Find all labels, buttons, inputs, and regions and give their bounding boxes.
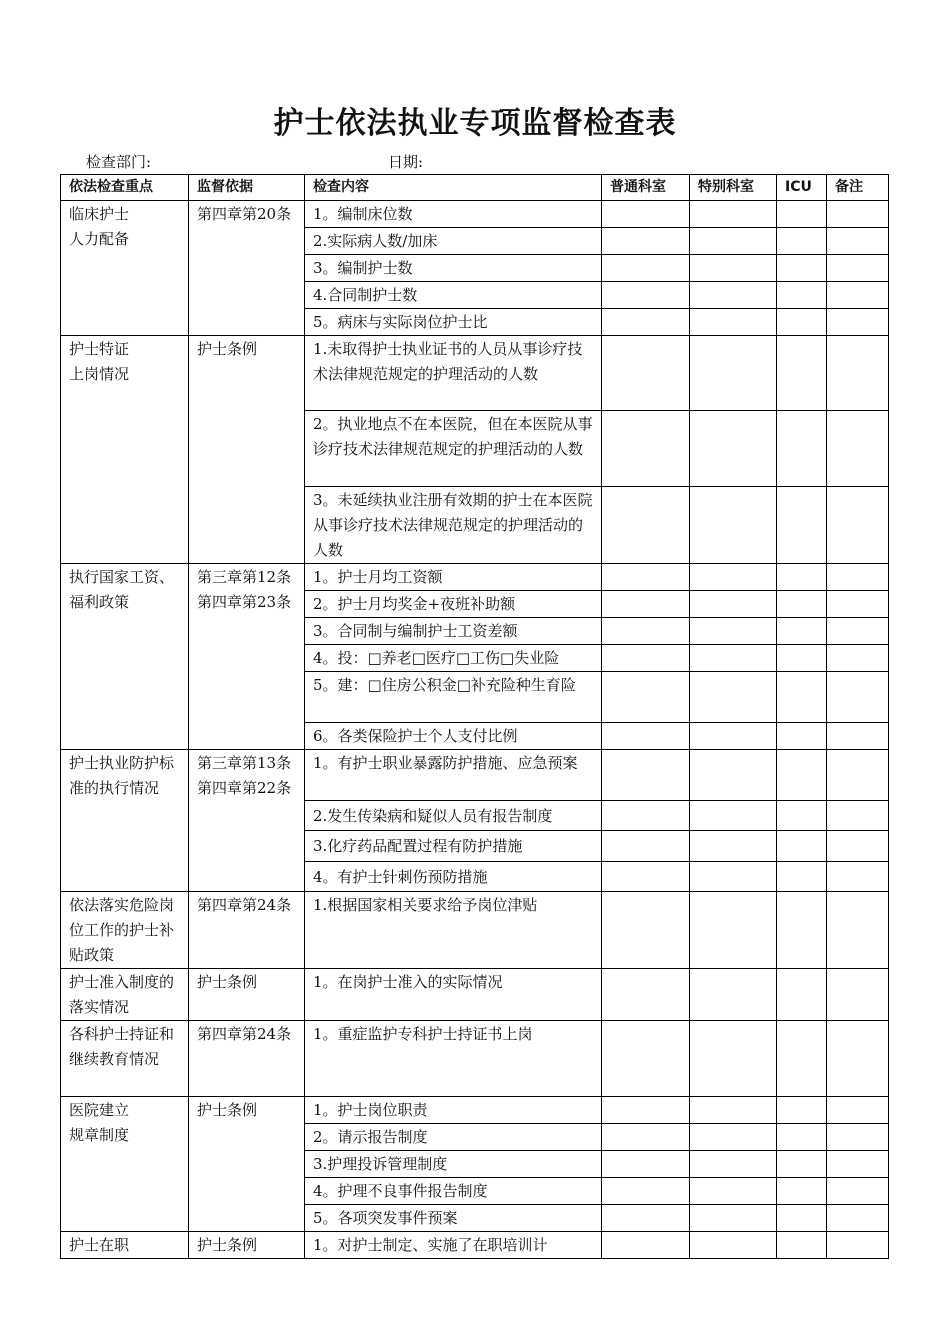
- icu-cell[interactable]: [777, 411, 827, 487]
- general-dept-cell[interactable]: [602, 1021, 690, 1097]
- content-cell: 3.化疗药品配置过程有防护措施: [305, 831, 602, 862]
- icu-cell[interactable]: [777, 1151, 827, 1178]
- content-cell: 3。编制护士数: [305, 255, 602, 282]
- basis-cell: 护士条例: [189, 969, 305, 1021]
- remarks-cell[interactable]: [827, 1232, 889, 1259]
- general-dept-cell[interactable]: [602, 1097, 690, 1124]
- content-cell: 4.合同制护士数: [305, 282, 602, 309]
- general-dept-cell[interactable]: [602, 750, 690, 801]
- general-dept-cell[interactable]: [602, 1178, 690, 1205]
- special-dept-cell[interactable]: [690, 201, 777, 228]
- icu-cell[interactable]: [777, 255, 827, 282]
- special-dept-cell[interactable]: [690, 1124, 777, 1151]
- focus-cell: 依法落实危险岗位工作的护士补贴政策: [61, 892, 189, 969]
- focus-cell: 护士特证 上岗情况: [61, 336, 189, 564]
- special-dept-cell[interactable]: [690, 831, 777, 862]
- icu-cell[interactable]: [777, 1232, 827, 1259]
- header-content: 检查内容: [305, 175, 602, 201]
- content-cell: 4。有护士针刺伤预防措施: [305, 862, 602, 892]
- remarks-cell[interactable]: [827, 672, 889, 723]
- general-dept-cell[interactable]: [602, 487, 690, 564]
- basis-cell: 护士条例: [189, 1097, 305, 1232]
- content-cell: 5。各项突发事件预案: [305, 1205, 602, 1232]
- content-cell: 3.护理投诉管理制度: [305, 1151, 602, 1178]
- icu-cell[interactable]: [777, 862, 827, 892]
- remarks-cell[interactable]: [827, 201, 889, 228]
- remarks-cell[interactable]: [827, 723, 889, 750]
- special-dept-cell[interactable]: [690, 591, 777, 618]
- special-dept-cell[interactable]: [690, 969, 777, 1021]
- remarks-cell[interactable]: [827, 487, 889, 564]
- content-cell: 1。有护士职业暴露防护措施、应急预案: [305, 750, 602, 801]
- basis-cell: 第三章第13条第四章第22条: [189, 750, 305, 892]
- basis-cell: 第三章第12条第四章第23条: [189, 564, 305, 750]
- icu-cell[interactable]: [777, 228, 827, 255]
- content-cell: 1。护士岗位职责: [305, 1097, 602, 1124]
- icu-cell[interactable]: [777, 1205, 827, 1232]
- focus-cell: 临床护士 人力配备: [61, 201, 189, 336]
- general-dept-cell[interactable]: [602, 618, 690, 645]
- content-cell: 2。执业地点不在本医院，但在本医院从事诊疗技术法律规范规定的护理活动的人数: [305, 411, 602, 487]
- content-cell: 1.根据国家相关要求给予岗位津贴: [305, 892, 602, 969]
- special-dept-cell[interactable]: [690, 411, 777, 487]
- content-cell: 1。重症监护专科护士持证书上岗: [305, 1021, 602, 1097]
- table-row: [61, 969, 889, 1021]
- icu-cell[interactable]: [777, 1097, 827, 1124]
- table-row: [61, 336, 889, 411]
- general-dept-cell[interactable]: [602, 336, 690, 411]
- general-dept-cell[interactable]: [602, 564, 690, 591]
- special-dept-cell[interactable]: [690, 255, 777, 282]
- table-row: [61, 201, 889, 228]
- general-dept-cell[interactable]: [602, 969, 690, 1021]
- date-label: 日期:: [388, 153, 424, 171]
- general-dept-cell[interactable]: [602, 862, 690, 892]
- remarks-cell[interactable]: [827, 1205, 889, 1232]
- special-dept-cell[interactable]: [690, 645, 777, 672]
- icu-cell[interactable]: [777, 645, 827, 672]
- icu-cell[interactable]: [777, 892, 827, 969]
- header-focus: 依法检查重点: [61, 175, 189, 201]
- icu-cell[interactable]: [777, 201, 827, 228]
- icu-cell[interactable]: [777, 723, 827, 750]
- special-dept-cell[interactable]: [690, 309, 777, 336]
- focus-cell: 护士在职: [61, 1232, 189, 1259]
- icu-cell[interactable]: [777, 831, 827, 862]
- content-cell: 1.未取得护士执业证书的人员从事诊疗技术法律规范规定的护理活动的人数: [305, 336, 602, 411]
- remarks-cell[interactable]: [827, 1151, 889, 1178]
- table-row: [61, 564, 889, 591]
- content-cell: 3。合同制与编制护士工资差额: [305, 618, 602, 645]
- icu-cell[interactable]: [777, 969, 827, 1021]
- general-dept-cell[interactable]: [602, 1124, 690, 1151]
- content-cell: 2。请示报告制度: [305, 1124, 602, 1151]
- basis-cell: 护士条例: [189, 336, 305, 564]
- icu-cell[interactable]: [777, 801, 827, 831]
- icu-cell[interactable]: [777, 591, 827, 618]
- special-dept-cell[interactable]: [690, 1232, 777, 1259]
- remarks-cell[interactable]: [827, 228, 889, 255]
- header-general-dept: 普通科室: [602, 175, 690, 201]
- remarks-cell[interactable]: [827, 564, 889, 591]
- icu-cell[interactable]: [777, 564, 827, 591]
- general-dept-cell[interactable]: [602, 645, 690, 672]
- header-basis: 监督依据: [189, 175, 305, 201]
- content-cell: 4。投：□养老□医疗□工伤□失业险: [305, 645, 602, 672]
- general-dept-cell[interactable]: [602, 672, 690, 723]
- content-cell: 3。未延续执业注册有效期的护士在本医院从事诊疗技术法律规范规定的护理活动的人数: [305, 487, 602, 564]
- remarks-cell[interactable]: [827, 969, 889, 1021]
- special-dept-cell[interactable]: [690, 228, 777, 255]
- header-special-dept: 特别科室: [690, 175, 777, 201]
- table-row: [61, 750, 889, 801]
- basis-cell: 第四章第24条: [189, 892, 305, 969]
- content-cell: 2.发生传染病和疑似人员有报告制度: [305, 801, 602, 831]
- remarks-cell[interactable]: [827, 336, 889, 411]
- focus-cell: 护士执业防护标准的执行情况: [61, 750, 189, 892]
- special-dept-cell[interactable]: [690, 862, 777, 892]
- focus-cell: 执行国家工资、福利政策: [61, 564, 189, 750]
- icu-cell[interactable]: [777, 1178, 827, 1205]
- general-dept-cell[interactable]: [602, 1232, 690, 1259]
- remarks-cell[interactable]: [827, 255, 889, 282]
- content-cell: 1。在岗护士准入的实际情况: [305, 969, 602, 1021]
- icu-cell[interactable]: [777, 750, 827, 801]
- icu-cell[interactable]: [777, 672, 827, 723]
- content-cell: 6。各类保险护士个人支付比例: [305, 723, 602, 750]
- table-row: [61, 892, 889, 969]
- remarks-cell[interactable]: [827, 892, 889, 969]
- basis-cell: 第四章第24条: [189, 1021, 305, 1097]
- remarks-cell[interactable]: [827, 618, 889, 645]
- general-dept-cell[interactable]: [602, 228, 690, 255]
- general-dept-cell[interactable]: [602, 892, 690, 969]
- special-dept-cell[interactable]: [690, 892, 777, 969]
- special-dept-cell[interactable]: [690, 487, 777, 564]
- special-dept-cell[interactable]: [690, 1097, 777, 1124]
- special-dept-cell[interactable]: [690, 801, 777, 831]
- content-cell: 5。建：□住房公积金□补充险种生育险: [305, 672, 602, 723]
- remarks-cell[interactable]: [827, 309, 889, 336]
- table-body: [61, 201, 889, 1259]
- special-dept-cell[interactable]: [690, 1021, 777, 1097]
- remarks-cell[interactable]: [827, 831, 889, 862]
- special-dept-cell[interactable]: [690, 618, 777, 645]
- icu-cell[interactable]: [777, 487, 827, 564]
- table-row: [61, 1021, 889, 1097]
- special-dept-cell[interactable]: [690, 336, 777, 411]
- icu-cell[interactable]: [777, 309, 827, 336]
- remarks-cell[interactable]: [827, 591, 889, 618]
- icu-cell[interactable]: [777, 282, 827, 309]
- content-cell: 5。病床与实际岗位护士比: [305, 309, 602, 336]
- content-cell: 1。编制床位数: [305, 201, 602, 228]
- general-dept-cell[interactable]: [602, 282, 690, 309]
- table-row: [61, 1097, 889, 1124]
- remarks-cell[interactable]: [827, 411, 889, 487]
- general-dept-cell[interactable]: [602, 201, 690, 228]
- content-cell: 4。护理不良事件报告制度: [305, 1178, 602, 1205]
- remarks-cell[interactable]: [827, 1097, 889, 1124]
- special-dept-cell[interactable]: [690, 1151, 777, 1178]
- special-dept-cell[interactable]: [690, 672, 777, 723]
- general-dept-cell[interactable]: [602, 1205, 690, 1232]
- remarks-cell[interactable]: [827, 750, 889, 801]
- special-dept-cell[interactable]: [690, 564, 777, 591]
- icu-cell[interactable]: [777, 1124, 827, 1151]
- special-dept-cell[interactable]: [690, 1178, 777, 1205]
- dept-label: 检查部门:: [86, 153, 152, 171]
- remarks-cell[interactable]: [827, 282, 889, 309]
- general-dept-cell[interactable]: [602, 801, 690, 831]
- special-dept-cell[interactable]: [690, 723, 777, 750]
- basis-cell: 第四章第20条: [189, 201, 305, 336]
- table-row: [61, 1232, 889, 1259]
- focus-cell: 各科护士持证和继续教育情况: [61, 1021, 189, 1097]
- special-dept-cell[interactable]: [690, 1205, 777, 1232]
- inspection-table: [60, 174, 889, 1259]
- focus-cell: 医院建立 规章制度: [61, 1097, 189, 1232]
- general-dept-cell[interactable]: [602, 723, 690, 750]
- content-cell: 1。对护士制定、实施了在职培训计: [305, 1232, 602, 1259]
- icu-cell[interactable]: [777, 618, 827, 645]
- general-dept-cell[interactable]: [602, 1151, 690, 1178]
- general-dept-cell[interactable]: [602, 309, 690, 336]
- header-remarks: 备注: [827, 175, 889, 201]
- content-cell: 2。护士月均奖金+夜班补助额: [305, 591, 602, 618]
- header-icu: ICU: [777, 175, 827, 201]
- remarks-cell[interactable]: [827, 645, 889, 672]
- general-dept-cell[interactable]: [602, 255, 690, 282]
- general-dept-cell[interactable]: [602, 831, 690, 862]
- basis-cell: 护士条例: [189, 1232, 305, 1259]
- content-cell: 1。护士月均工资额: [305, 564, 602, 591]
- icu-cell[interactable]: [777, 336, 827, 411]
- remarks-cell[interactable]: [827, 862, 889, 892]
- focus-cell: 护士准入制度的落实情况: [61, 969, 189, 1021]
- remarks-cell[interactable]: [827, 801, 889, 831]
- general-dept-cell[interactable]: [602, 411, 690, 487]
- remarks-cell[interactable]: [827, 1178, 889, 1205]
- remarks-cell[interactable]: [827, 1124, 889, 1151]
- icu-cell[interactable]: [777, 1021, 827, 1097]
- general-dept-cell[interactable]: [602, 591, 690, 618]
- special-dept-cell[interactable]: [690, 750, 777, 801]
- special-dept-cell[interactable]: [690, 282, 777, 309]
- page-title: 护士依法执业专项监督检查表: [273, 106, 677, 141]
- remarks-cell[interactable]: [827, 1021, 889, 1097]
- content-cell: 2.实际病人数/加床: [305, 228, 602, 255]
